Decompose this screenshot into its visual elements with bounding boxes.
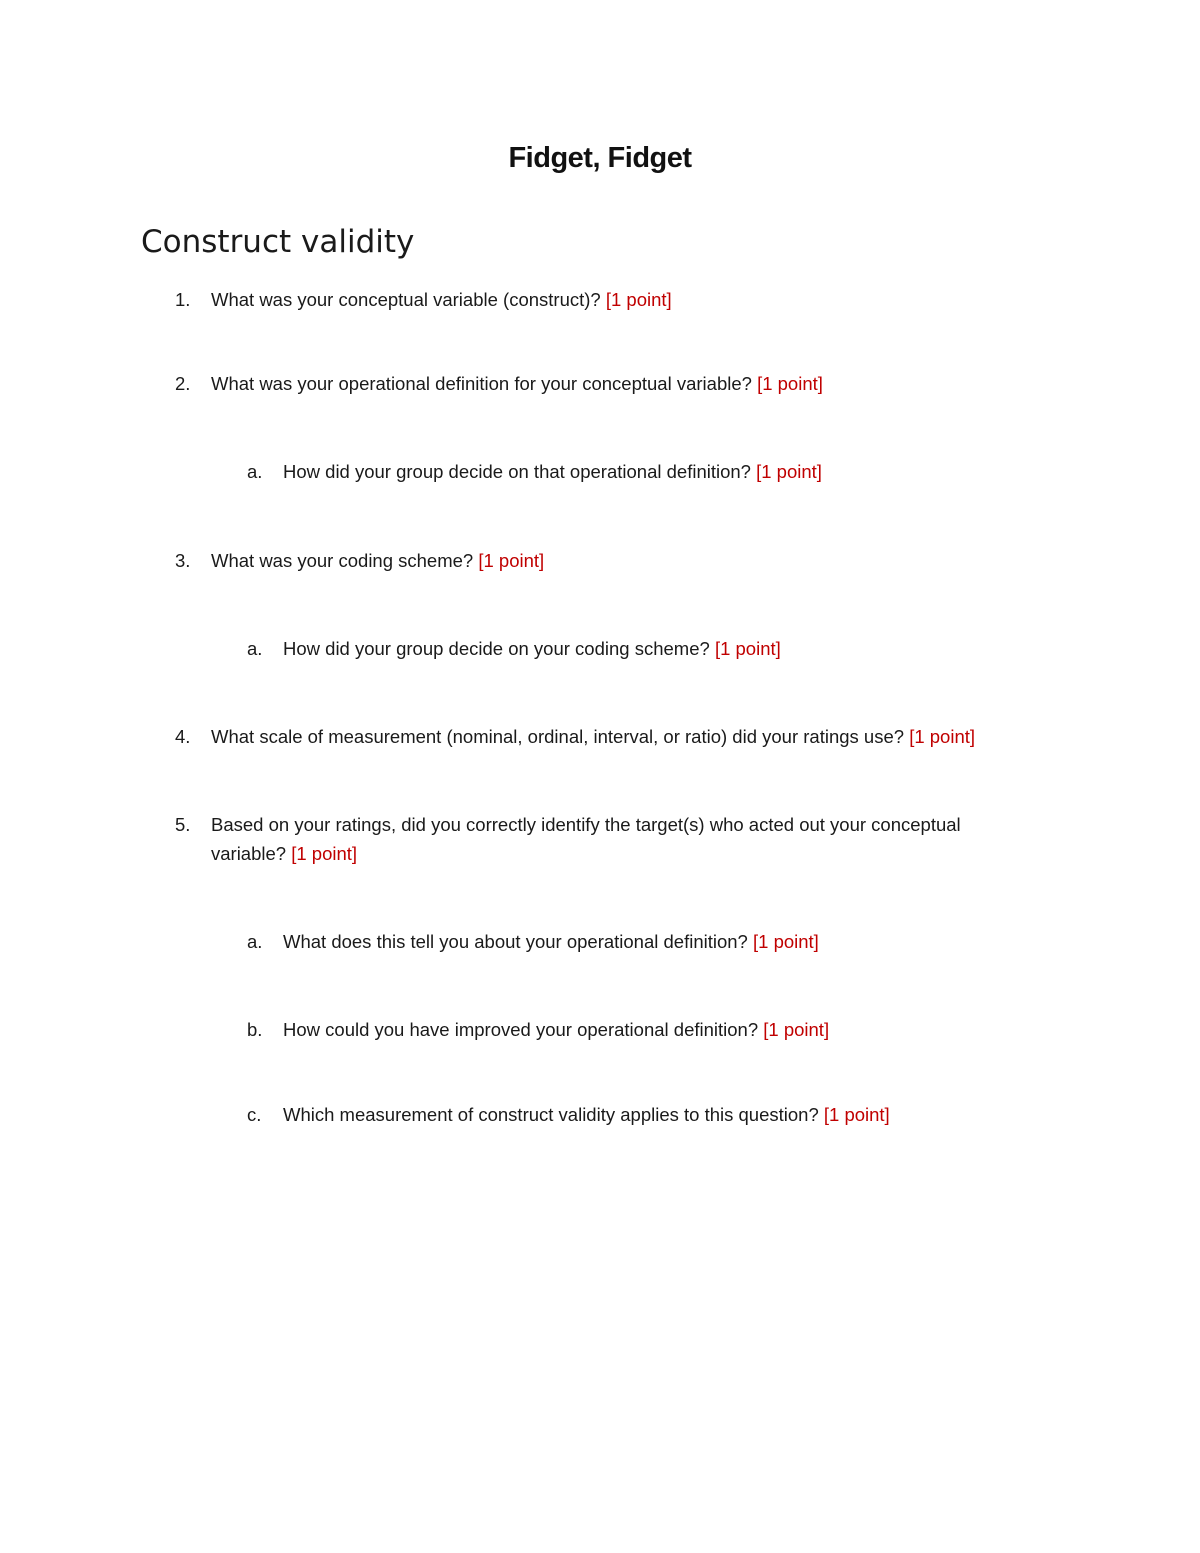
points-label: [1 point] [291,843,358,864]
document-title: Fidget, Fidget [508,142,692,174]
question-prompt: variable? [211,843,292,864]
question-marker: 3. [175,550,191,571]
points-label: [1 point] [823,1104,890,1125]
question-marker: a. [247,931,263,952]
points-label: [1 point] [478,550,545,571]
question-prompt: What was your operational definition for your conceptual variable? [211,373,758,394]
points-label: [1 point] [605,289,672,310]
points-label: [1 point] [909,726,976,747]
points-label: [1 point] [756,461,822,482]
question-marker: a. [247,461,263,482]
question-marker: 1. [175,289,191,310]
question-marker: c. [247,1104,262,1125]
points-label: [1 point] [757,373,823,394]
question-prompt: How could you have improved your operational definition? [283,1019,764,1040]
question-text-continued [211,839,357,868]
question-text [283,927,819,956]
question-text [211,369,823,398]
question-text [283,457,822,486]
section-heading: Construct validity [141,224,415,260]
question-prompt: What scale of measurement (nominal, ordinal, interval, or ratio) did your ratings use? [211,726,910,747]
question-prompt: Which measurement of construct validity applies to this question? [283,1104,824,1125]
question-text [211,722,975,751]
question-marker: a. [247,638,263,659]
question-prompt: How did your group decide on your coding scheme? [283,638,715,659]
points-label: [1 point] [753,931,819,952]
question-prompt: What was your coding scheme? [211,550,479,571]
question-marker: 4. [175,726,191,747]
question-marker: b. [247,1019,263,1040]
points-label: [1 point] [714,638,781,659]
question-marker: 2. [175,373,191,394]
question-prompt: What does this tell you about your operational definition? [283,931,753,952]
question-text [283,1100,890,1129]
question-text: Based on your ratings, did you correctly identify the target(s) who acted out your conceptual [211,814,961,835]
question-prompt: How did your group decide on that operational definition? [283,461,757,482]
question-text [283,634,781,663]
question-text [283,1015,829,1044]
points-label: [1 point] [763,1019,830,1040]
question-prompt: What was your conceptual variable (construct)? [211,289,606,310]
question-marker: 5. [175,814,191,835]
question-text [211,546,544,575]
question-text [211,285,672,314]
